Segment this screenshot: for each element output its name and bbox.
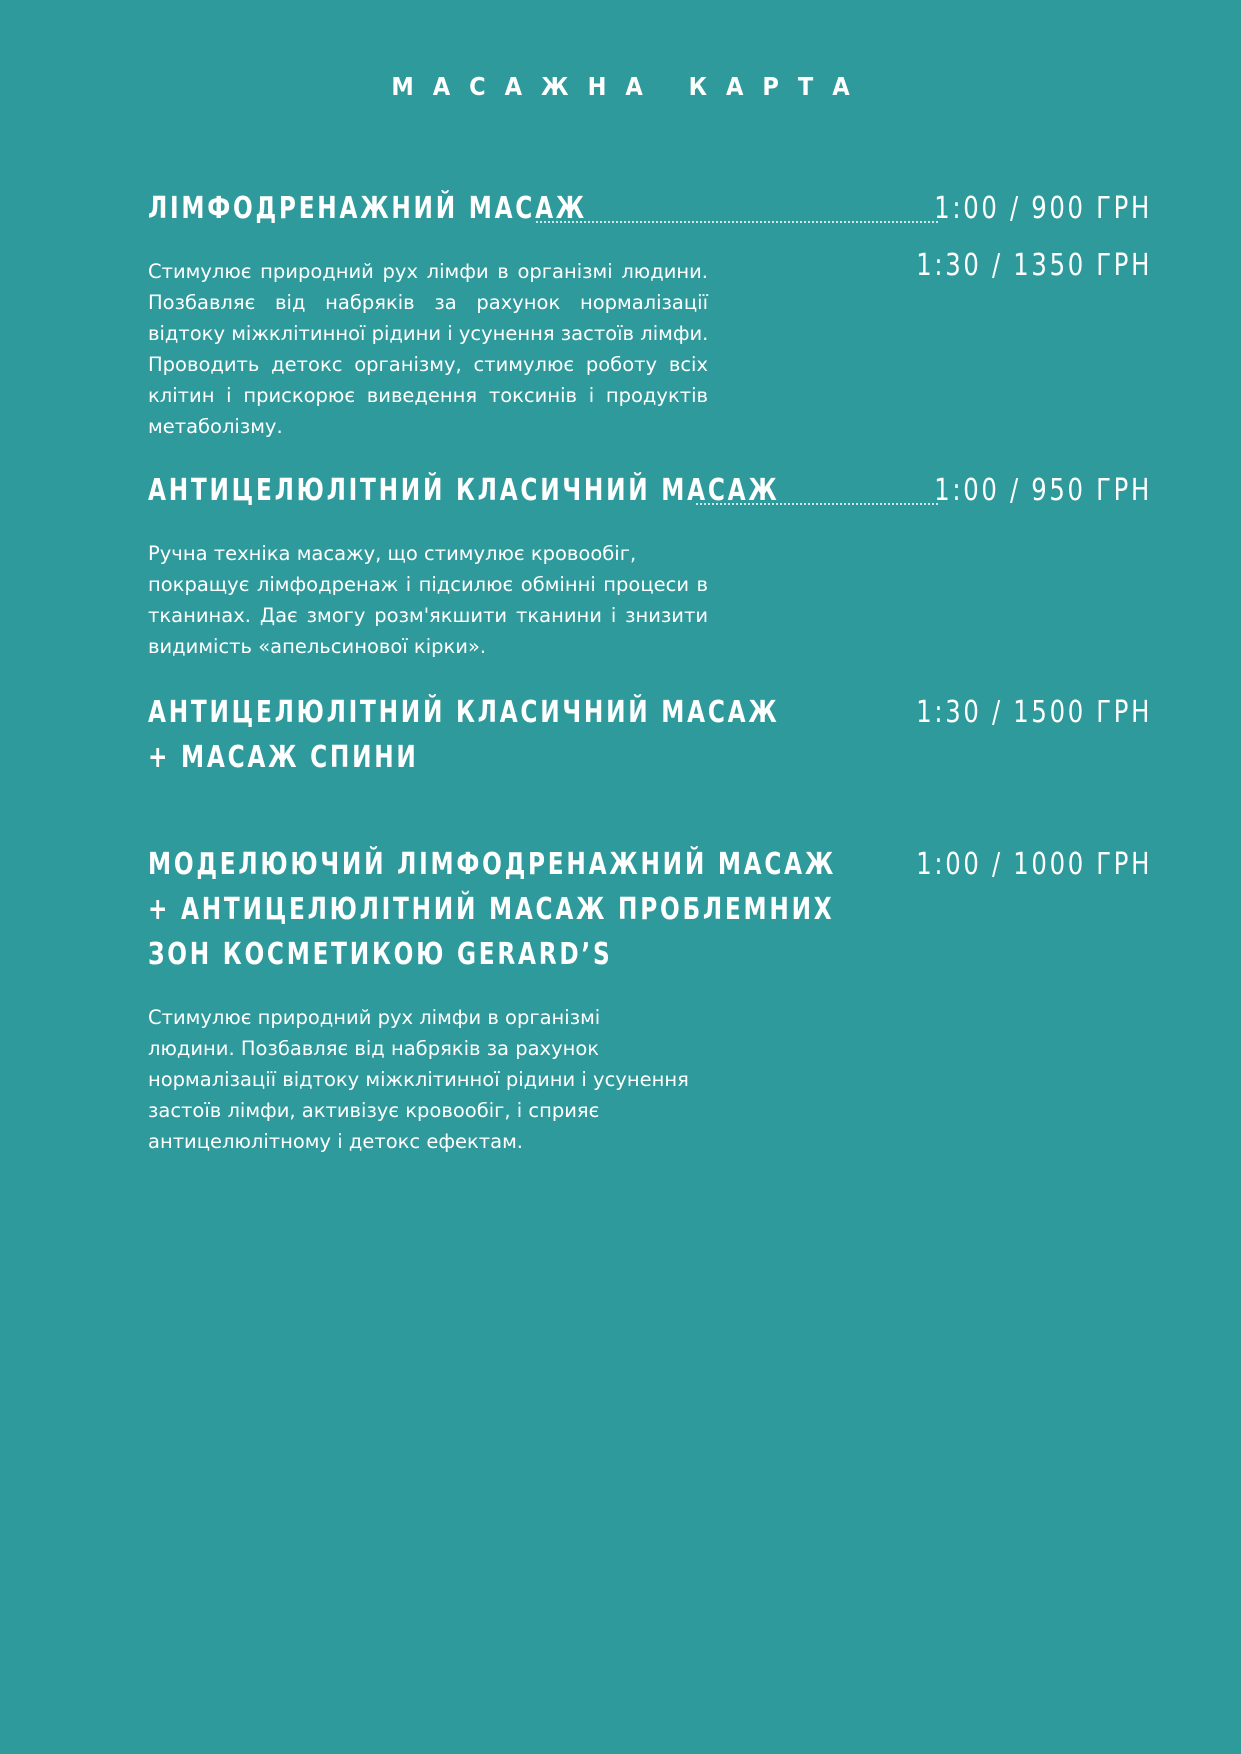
item-description — [148, 538, 708, 662]
dotted-leader — [696, 503, 938, 505]
item-name: ЛІМФОДРЕНАЖНИЙ МАСАЖ — [148, 191, 587, 226]
item-name — [148, 842, 836, 977]
description-line: клітин і прискорює виведення токсинів і продуктів — [148, 384, 708, 407]
item-description — [148, 1002, 696, 1157]
item-price: 1:00 / 950 ГРН — [934, 473, 1152, 508]
item-name — [148, 690, 779, 780]
description-line: Стимулює природний рух лімфи в організмі — [148, 1006, 601, 1029]
item-name-line: АНТИЦЕЛЮЛІТНИЙ КЛАСИЧНИЙ МАСАЖ — [148, 695, 780, 730]
description-line: людини. Позбавляє від набряків за рахунок — [148, 1037, 600, 1060]
item-name-line: + АНТИЦЕЛЮЛІТНИЙ МАСАЖ ПРОБЛЕМНИХ — [148, 892, 835, 927]
description-line: метаболізму. — [148, 415, 283, 438]
item-description — [148, 256, 708, 442]
item-price: 1:30 / 1350 ГРН — [916, 248, 1152, 283]
description-line: Стимулює природний рух лімфи в організмі людини. — [148, 260, 708, 283]
description-line: тканинах. Дає змогу розм'якшити тканини і знизити — [148, 604, 708, 627]
item-name: АНТИЦЕЛЮЛІТНИЙ КЛАСИЧНИЙ МАСАЖ — [148, 473, 780, 508]
description-line: нормалізації відтоку міжклітинної рідини і усунення — [148, 1068, 689, 1091]
description-line: покращує лімфодренаж і підсилює обмінні процеси в — [148, 573, 708, 596]
item-name-line: ЗОН КОСМЕТИКОЮ GERARD’S — [148, 937, 613, 972]
description-line: антицелюлітному і детокс ефектам. — [148, 1130, 523, 1153]
item-price: 1:00 / 1000 ГРН — [916, 847, 1152, 882]
description-line: Позбавляє від набряків за рахунок нормалізації — [148, 291, 708, 314]
description-line: застоїв лімфи, активізує кровообіг, і сприяє — [148, 1099, 600, 1122]
item-price: 1:00 / 900 ГРН — [934, 191, 1152, 226]
item-price: 1:30 / 1500 ГРН — [916, 695, 1152, 730]
description-line: Ручна техніка масажу, що стимулює кровообіг, — [148, 542, 637, 565]
page-title: МАСАЖНА КАРТА — [391, 72, 869, 101]
item-name-line: + МАСАЖ СПИНИ — [148, 740, 419, 775]
dotted-leader — [536, 221, 938, 223]
description-line: Проводить детокс організму, стимулює роботу всіх — [148, 353, 708, 376]
item-name-line: МОДЕЛЮЮЧИЙ ЛІМФОДРЕНАЖНИЙ МАСАЖ — [148, 847, 837, 882]
description-line: видимість «апельсинової кірки». — [148, 635, 487, 658]
description-line: відтоку міжклітинної рідини і усунення застоїв лімфи. — [148, 322, 709, 345]
